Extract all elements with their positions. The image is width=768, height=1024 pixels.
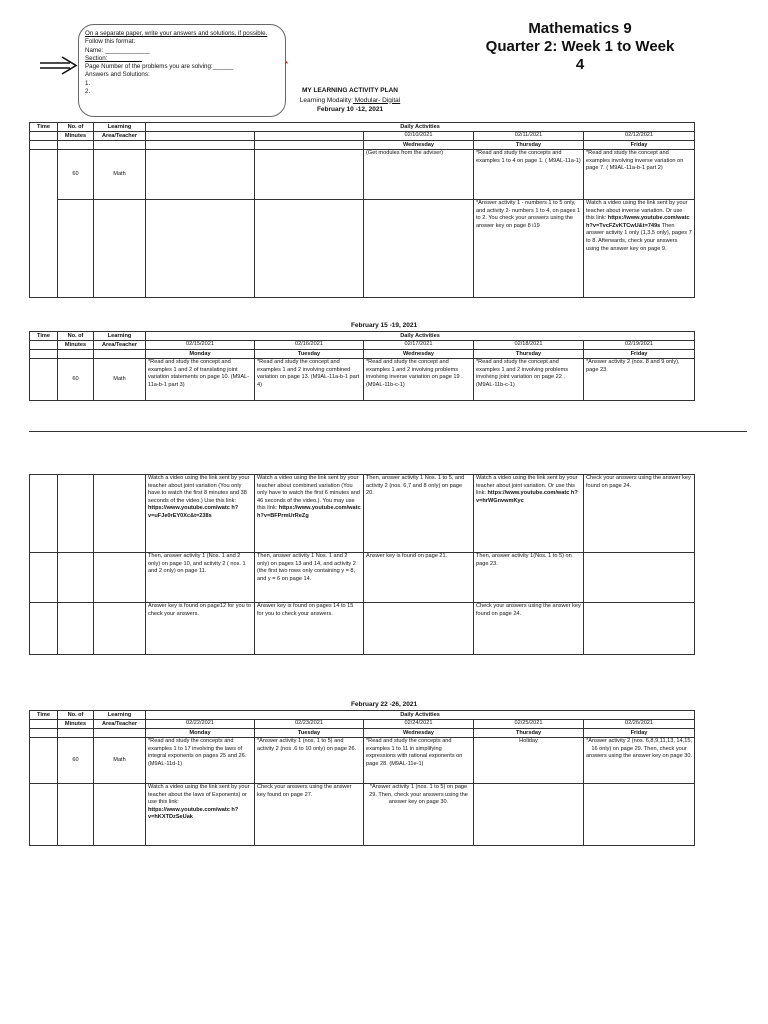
week2-continued-table [29, 474, 695, 655]
modality-label: Learning Modality: [299, 96, 353, 104]
activity-cell: *Read and study the concept and examples 1 and 2 involving combined variation on page 13. (M9AL-11a-b-1 part 4) [255, 359, 364, 401]
activity-cell: Check your answers using the answer key found on page 24. [474, 603, 584, 655]
day-cell: Wednesday [364, 729, 474, 738]
activity-cell: *Read and study the concepts and examples 1 to 17 involving the laws of integral exponents on pages 25 and 26. (M9AL-11d-1) [146, 738, 255, 784]
area-header: Area/Teacher [94, 341, 146, 350]
video-link[interactable]: https://www.youtube.com/watc h?v=uFJe0rEY0Xc&t=238s [148, 505, 239, 519]
date-cell: 02/12/2021 [584, 132, 695, 141]
no-of-header: No. of [58, 123, 94, 132]
day-cell: Thursday [474, 141, 584, 150]
date-cell: 02/16/2021 [255, 341, 364, 350]
video-link[interactable]: https://www.youtube.com/watc h?v=hKXTDzSeUak [148, 806, 239, 821]
subject-title: Mathematics 9 [528, 20, 632, 37]
activity-cell: *Read and study the concept and examples 1 and 2 involving problems involving joint variation on page 22 . (M9AL-11b-c-1) [474, 359, 584, 401]
area-header: Area/Teacher [94, 132, 146, 141]
learning-header: Learning [94, 332, 146, 341]
activity-cell: Answer key is found on page 21. [364, 553, 474, 603]
activity-cell: Watch a video using the link sent by your teacher about joint variation (You only have to watch the first 8 minutes and 38 seconds of the video.) Use this link: https://www.youtube.com/watc h?v=uFJe0rEY0Xc&t=238s [146, 475, 255, 553]
plan-heading [230, 86, 470, 115]
week1-dates: February 10 -12, 2021 [316, 106, 384, 113]
subject-heading [480, 20, 680, 74]
day-cell: Friday [584, 729, 695, 738]
activity-cell: Watch a video using the link sent by your teacher about combined variation (You only have to watch the first 6 minutes and 46 seconds of the video.). You may use this link: https://www.youtube.com/watc h?v=BFPrmUrReZg [255, 475, 364, 553]
item-2: 2. [85, 88, 91, 96]
page-number-line: Page Number of the problems you are solving:______ [85, 63, 234, 71]
activity-cell: *Read and study the concepts and examples 1 to 4 on page 1. ( M9AL-11a-1) [474, 150, 584, 200]
activity-cell: Watch a video using the link sent by your teacher about inverse variation. Or use this link: https://www.youtube.com/watc h?v=TvcFZvKTCwU&t=749s Then answer activity 1 only (1,3,5 only), pages 7 to 8. Afterwards, check your answers using the answer key on page 9. [584, 200, 695, 298]
activity-cell: Watch a video using the link sent by your teacher about the laws of Exponents) or use this link: https://www.youtube.com/watc h?v=hKXTDzSeUak [146, 784, 255, 846]
date-cell: 02/26/2021 [584, 720, 695, 729]
modality-value: Modular- Digital [352, 96, 401, 104]
activity-cell: Then, answer activity 1 Nos. 1 and 2 only) on pages 13 and 14, and activity 2 (the first two rows only containing y = 8, and y = 6 on page 14. [255, 553, 364, 603]
page-divider [29, 431, 747, 432]
activity-cell: Check your answers using the answer key found on page 27. [255, 784, 364, 846]
holiday-cell: Holiday [474, 738, 584, 784]
activity-cell: *Read and study the concept and examples 1 and 2 of translating joint variation statements on page 10. (M9AL-11a-b-1 part 3) [146, 359, 255, 401]
time-header: Time [30, 711, 58, 720]
activity-cell: Answer key is found on page12 for you to check your answers. [146, 603, 255, 655]
minutes-cell: 60 [58, 150, 94, 200]
activity-cell: Answer key is found on pages 14 to 15 for you to check your answers. [255, 603, 364, 655]
date-cell: 02/17/2021 [364, 341, 474, 350]
quarter-title: Quarter 2: Week 1 to Week 4 [485, 38, 675, 73]
activity-cell: *Answer activity 2 (nos. 8 and 9 only), page 23. [584, 359, 695, 401]
date-cell: 02/24/2021 [364, 720, 474, 729]
video-link[interactable]: https://www.youtube.com/watc h?v=BFPrmUrReZg [257, 505, 361, 519]
minutes-cell: 60 [58, 738, 94, 784]
minutes-header: Minutes [58, 341, 94, 350]
day-cell: Tuesday [255, 729, 364, 738]
right-arrow-icon [40, 55, 80, 77]
day-cell: Thursday [474, 350, 584, 359]
activity-cell: *Read and study the concepts and examples 1 to 11 in simplifying expressions with rational exponents on page 28. (M9AL-11e-1) [364, 738, 474, 784]
time-header: Time [30, 332, 58, 341]
activity-cell: Then, answer activity 1 (Nos. 1 and 2 only) on page 10, and activity 2 ( nos. 1 and 2 only) on page 11. [146, 553, 255, 603]
area-cell: Math [94, 359, 146, 401]
minutes-header: Minutes [58, 132, 94, 141]
day-cell: Wednesday [364, 141, 474, 150]
date-cell: 02/15/2021 [146, 341, 255, 350]
red-asterisk: * [285, 60, 289, 69]
date-cell: 02/10/2021 [364, 132, 474, 141]
date-cell: 02/25/2021 [474, 720, 584, 729]
day-cell: Wednesday [364, 350, 474, 359]
activity-cell: *Answer activity 2 (nos. 6,8,9,11,13, 14,15, 16 only) on page 29. Then, check your answers using the answer key on page 30. [584, 738, 695, 784]
plan-title: MY LEARNING ACTIVITY PLAN [302, 87, 398, 94]
time-header: Time [30, 123, 58, 132]
activity-cell: *Answer activity 1 (nos. 1 to 5) on page 29. Then, check your answers using the answer key on page 30. [364, 784, 474, 846]
name-line: Name: _____________ [85, 46, 150, 54]
week3-dates: February 22 -26, 2021 [350, 701, 418, 708]
activity-cell: Then, answer activity 1 Nos. 1 to 5, and activity 2 (nos. 6,7 and 8 only) on page 20. [364, 475, 474, 553]
activity-cell: *Answer activity 1 (nos. 1 to 5) and activity 2 (nos .6 to 10 only) on page 26. [255, 738, 364, 784]
activity-cell: Check your answers using the answer key found on page 24. [584, 475, 695, 553]
week3-table [29, 710, 695, 846]
learning-header: Learning [94, 123, 146, 132]
minutes-cell: 60 [58, 359, 94, 401]
date-cell: 02/11/2021 [474, 132, 584, 141]
area-header: Area/Teacher [94, 720, 146, 729]
day-cell: Friday [584, 350, 695, 359]
no-of-header: No. of [58, 711, 94, 720]
week2-dates: February 15 -19, 2021 [350, 322, 418, 329]
minutes-header: Minutes [58, 720, 94, 729]
date-cell: 02/23/2021 [255, 720, 364, 729]
area-cell: Math [94, 150, 146, 200]
activity-cell: (Get modules from the adviser) [364, 150, 474, 200]
modality-line [230, 96, 470, 106]
section-line: Section:__________ [85, 54, 142, 62]
day-cell: Monday [146, 729, 255, 738]
activity-cell: *Read and study the concept and examples involving inverse variation on page 7. ( M9AL-11a-b-1 part 2) [584, 150, 695, 200]
activity-cell: Watch a video using the link sent by your teacher about joint variation. Or use this link: https://www.youtube.com/watc h?v=hrWGnvwmKyc [474, 475, 584, 553]
answers-solutions-line: Answers and Solutions: [85, 71, 150, 79]
date-cell: 02/19/2021 [584, 341, 695, 350]
week1-table [29, 122, 695, 298]
video-link[interactable]: https://www.youtube.com/watc h?v=TvcFZvKTCwU&t=749s [586, 215, 690, 229]
day-cell: Thursday [474, 729, 584, 738]
daily-activities-header: Daily Activities [146, 123, 695, 132]
activity-cell: *Answer activity 1 - numbers 1 to 5 only, and activity 2- numbers 1 to 4, on pages 1 to 2. You check your answers using the answer key on page 8 i19 [474, 200, 584, 298]
instruction-line-2: Follow this format: [85, 38, 136, 46]
item-1: 1. [85, 79, 91, 87]
day-cell: Friday [584, 141, 695, 150]
date-cell: 02/18/2021 [474, 341, 584, 350]
daily-activities-header: Daily Activities [146, 332, 695, 341]
activity-cell: Then, answer activity 1(Nos. 1 to 5) on page 23. [474, 553, 584, 603]
learning-header: Learning [94, 711, 146, 720]
area-cell: Math [94, 738, 146, 784]
instruction-line-1: On a separate paper, write your answers and solutions, if possible. [85, 30, 268, 37]
day-cell: Monday [146, 350, 255, 359]
week2-table [29, 331, 695, 401]
no-of-header: No. of [58, 332, 94, 341]
day-cell: Tuesday [255, 350, 364, 359]
activity-cell: *Read and study the concept and examples 1 and 2 involving problems involving inverse variation on page 19 . (M9AL-11b-c-1) [364, 359, 474, 401]
date-cell: 02/22/2021 [146, 720, 255, 729]
video-link[interactable]: https://www.youtube.com/watc h?v=hrWGnvwmKyc [476, 490, 578, 504]
daily-activities-header: Daily Activities [146, 711, 695, 720]
